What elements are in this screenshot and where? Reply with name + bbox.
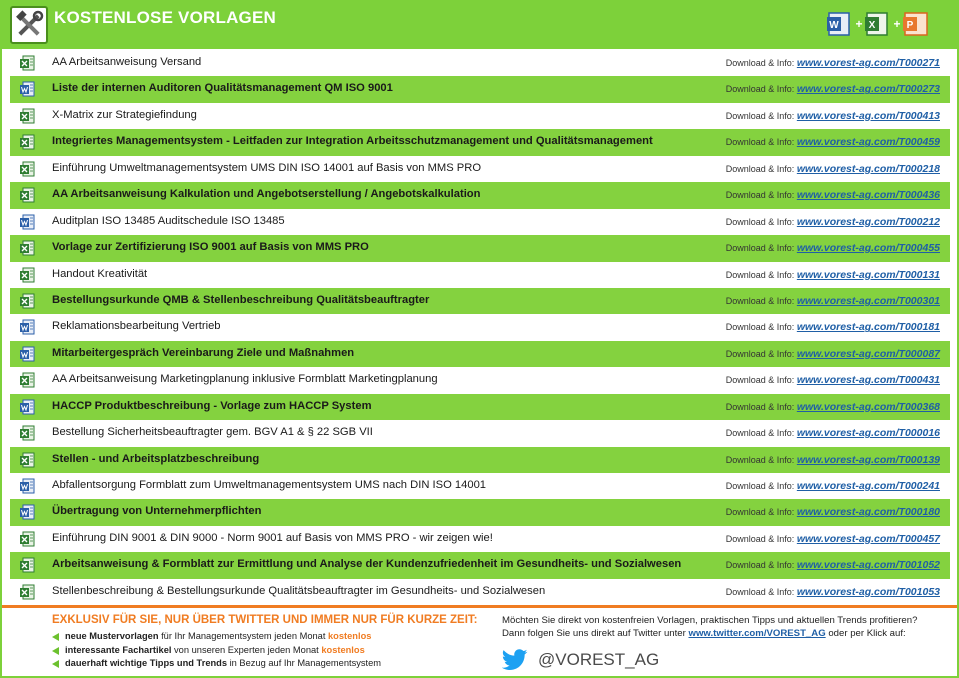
- download-link[interactable]: www.vorest-ag.com/T000218: [796, 162, 940, 175]
- template-title: Bestellung Sicherheitsbeauftragter gem. BGV A1 & § 22 SGB VII: [52, 426, 373, 439]
- download-label: Download & Info:: [725, 137, 795, 148]
- download-info: [726, 533, 940, 545]
- template-row: [10, 367, 950, 393]
- download-info: [726, 83, 940, 95]
- download-info: [726, 427, 940, 439]
- template-title: Abfallentsorgung Formblatt zum Umweltmanagementsystem UMS nach DIN ISO 14001: [52, 479, 487, 491]
- excel-icon: [19, 557, 35, 573]
- arrow-icon: [52, 660, 59, 668]
- template-list: [10, 50, 950, 605]
- template-title: X-Matrix zur Strategiefindung: [52, 108, 197, 121]
- download-info: [726, 295, 940, 307]
- download-label: Download & Info:: [725, 586, 795, 597]
- download-info: [726, 586, 940, 598]
- word-icon: [19, 81, 35, 97]
- arrow-icon: [52, 647, 59, 655]
- download-label: Download & Info:: [725, 481, 795, 491]
- download-label: Download & Info:: [725, 375, 795, 386]
- template-title: Mitarbeitergespräch Vereinbarung Ziele und Maßnahmen: [52, 346, 355, 359]
- promo-bullet: neue Mustervorlagen für Ihr Managementsystem jeden Monat kostenlos: [52, 631, 482, 645]
- download-link[interactable]: www.vorest-ag.com/T001052: [796, 559, 940, 572]
- download-link[interactable]: www.vorest-ag.com/T000180: [796, 506, 940, 519]
- download-link[interactable]: www.vorest-ag.com/T001053: [796, 585, 940, 598]
- download-label: Download & Info:: [725, 190, 795, 201]
- download-label: Download & Info:: [725, 560, 795, 571]
- download-info: [726, 321, 940, 333]
- excel-icon: [19, 425, 35, 441]
- template-row: [10, 129, 950, 155]
- download-info: [726, 189, 940, 201]
- download-link[interactable]: www.vorest-ag.com/T000087: [796, 347, 940, 360]
- download-info: [726, 110, 940, 122]
- template-title: Übertragung von Unternehmerpflichten: [52, 505, 262, 518]
- download-link[interactable]: www.vorest-ag.com/T000368: [796, 400, 940, 413]
- download-link[interactable]: www.vorest-ag.com/T000212: [796, 215, 940, 228]
- download-info: [726, 454, 940, 466]
- excel-icon: [19, 55, 35, 71]
- download-label: Download & Info:: [725, 533, 795, 544]
- template-row: [10, 341, 950, 367]
- twitter-link[interactable]: www.twitter.com/VOREST_AG: [688, 628, 826, 639]
- template-title: Stellenbeschreibung & Bestellungsurkunde Qualitätsbeauftragter im Gesundheits- und Sozialwesen: [52, 584, 546, 597]
- word-icon: [19, 504, 35, 520]
- twitter-bird-icon: [502, 649, 528, 671]
- template-title: Liste der internen Auditoren Qualitätsmanagement QM ISO 9001: [52, 82, 393, 95]
- download-link[interactable]: www.vorest-ag.com/T000436: [796, 189, 940, 202]
- template-title: Vorlage zur Zertifizierung ISO 9001 auf Basis von MMS PRO: [52, 241, 369, 254]
- download-link[interactable]: www.vorest-ag.com/T000181: [796, 321, 940, 334]
- promo-bullets: [52, 631, 482, 672]
- excel-icon: [19, 187, 35, 203]
- word-icon: [19, 214, 35, 230]
- download-link[interactable]: www.vorest-ag.com/T000131: [796, 268, 940, 281]
- promo-title: EXKLUSIV FÜR SIE, NUR ÜBER TWITTER UND IMMER NUR FÜR KURZE ZEIT:: [52, 614, 478, 626]
- excel-icon: [19, 531, 35, 547]
- download-link[interactable]: www.vorest-ag.com/T000139: [796, 453, 940, 466]
- word-icon: [19, 478, 35, 494]
- template-row: [10, 526, 950, 552]
- template-title: Handout Kreativität: [52, 267, 148, 280]
- template-title: Arbeitsanweisung & Formblatt zur Ermittlung und Analyse der Kundenzufriedenheit im Gesundheits- und Sozialwesen: [52, 558, 682, 571]
- download-label: Download & Info:: [725, 243, 795, 254]
- template-row: [10, 473, 950, 499]
- download-label: Download & Info:: [725, 216, 795, 227]
- download-info: [726, 480, 940, 492]
- tools-icon: [10, 6, 48, 44]
- download-link[interactable]: www.vorest-ag.com/T000431: [796, 374, 940, 387]
- excel-icon: [19, 452, 35, 468]
- excel-icon: [19, 372, 35, 388]
- download-info: [726, 216, 940, 228]
- template-row: [10, 103, 950, 129]
- download-label: Download & Info:: [725, 84, 795, 95]
- download-link[interactable]: www.vorest-ag.com/T000455: [796, 242, 940, 255]
- excel-icon: [19, 240, 35, 256]
- page-title: KOSTENLOSE VORLAGEN: [54, 8, 276, 27]
- download-info: [726, 269, 940, 281]
- app-icons: [827, 10, 929, 38]
- template-title: Reklamationsbearbeitung Vertrieb: [52, 320, 221, 333]
- download-info: [726, 57, 940, 69]
- template-title: AA Arbeitsanweisung Versand: [52, 56, 202, 68]
- template-title: Einführung Umweltmanagementsystem UMS DIN ISO 14001 auf Basis von MMS PRO: [52, 161, 482, 174]
- excel-app-icon: [865, 11, 891, 37]
- download-link[interactable]: www.vorest-ag.com/T000271: [796, 57, 940, 69]
- download-label: Download & Info:: [725, 401, 795, 412]
- template-row: [10, 420, 950, 446]
- excel-icon: [19, 161, 35, 177]
- template-row: [10, 76, 950, 102]
- svg-text:W: W: [829, 20, 839, 31]
- download-link[interactable]: www.vorest-ag.com/T000413: [796, 109, 940, 122]
- template-title: HACCP Produktbeschreibung - Vorlage zum HACCP System: [52, 399, 372, 412]
- template-title: Bestellungsurkunde QMB & Stellenbeschreibung Qualitätsbeauftragter: [52, 293, 430, 306]
- template-row: [10, 235, 950, 261]
- invitation-line-2: Dann folgen Sie uns direkt auf Twitter unter www.twitter.com/VOREST_AG oder per Klick auf:: [502, 628, 906, 639]
- excel-icon: [19, 134, 35, 150]
- download-info: [726, 559, 940, 571]
- template-row: [10, 50, 950, 76]
- download-info: [726, 401, 940, 413]
- template-row: [10, 394, 950, 420]
- download-label: Download & Info:: [725, 322, 795, 333]
- download-link[interactable]: www.vorest-ag.com/T000301: [796, 294, 940, 307]
- template-row: [10, 288, 950, 314]
- template-row: [10, 209, 950, 235]
- template-row: [10, 552, 950, 578]
- download-label: Download & Info:: [725, 348, 795, 359]
- plus-sign: +: [855, 17, 863, 31]
- excel-icon: [19, 108, 35, 124]
- plus-sign: +: [893, 17, 901, 31]
- template-title: Integriertes Managementsystem - Leitfaden zur Integration Arbeitsschutzmanagement und Qualitätsmanagement: [52, 135, 653, 148]
- twitter-button[interactable]: [502, 648, 659, 672]
- download-link[interactable]: www.vorest-ag.com/T000273: [796, 83, 940, 96]
- template-row: [10, 314, 950, 340]
- download-link[interactable]: www.vorest-ag.com/T000241: [796, 480, 940, 492]
- template-title: Einführung DIN 9001 & DIN 9000 - Norm 9001 auf Basis von MMS PRO - wir zeigen wie!: [52, 531, 493, 544]
- template-row: [10, 447, 950, 473]
- download-label: Download & Info:: [725, 295, 795, 306]
- download-label: Download & Info:: [725, 58, 795, 68]
- download-label: Download & Info:: [725, 454, 795, 465]
- twitter-handle[interactable]: @VOREST_AG: [538, 650, 660, 669]
- excel-icon: [19, 293, 35, 309]
- download-link[interactable]: www.vorest-ag.com/T000016: [796, 427, 940, 440]
- template-row: [10, 262, 950, 288]
- twitter-invitation: [502, 614, 942, 640]
- header-bar: [2, 2, 957, 49]
- download-label: Download & Info:: [725, 269, 795, 280]
- download-link[interactable]: www.vorest-ag.com/T000459: [796, 136, 940, 149]
- download-label: Download & Info:: [725, 163, 795, 174]
- powerpoint-app-icon: [903, 11, 929, 37]
- download-info: [726, 348, 940, 360]
- word-app-icon: [827, 11, 853, 37]
- download-info: [726, 163, 940, 175]
- excel-icon: [19, 584, 35, 600]
- template-row: [10, 499, 950, 525]
- word-icon: [19, 319, 35, 335]
- template-title: Auditplan ISO 13485 Auditschedule ISO 13485: [52, 214, 285, 227]
- template-title: Stellen - und Arbeitsplatzbeschreibung: [52, 452, 260, 465]
- template-title: AA Arbeitsanweisung Marketingplanung inklusive Formblatt Marketingplanung: [52, 373, 438, 386]
- word-icon: [19, 399, 35, 415]
- download-label: Download & Info:: [725, 110, 795, 121]
- svg-text:P: P: [906, 20, 914, 31]
- download-info: [726, 506, 940, 518]
- svg-text:X: X: [868, 20, 876, 31]
- template-row: [10, 182, 950, 208]
- promo-bullet: interessante Fachartikel von unseren Experten jeden Monat kostenlos: [52, 645, 482, 659]
- promo-bullet: dauerhaft wichtige Tipps und Trends in Bezug auf Ihr Managementsystem: [52, 658, 482, 672]
- arrow-icon: [52, 633, 59, 641]
- template-title: AA Arbeitsanweisung Kalkulation und Angebotserstellung / Angebotskalkulation: [52, 188, 481, 201]
- download-info: [726, 242, 940, 254]
- template-row: [10, 579, 950, 605]
- invitation-line-1: Möchten Sie direkt von kostenfreien Vorlagen, praktischen Tipps und aktuellen Trends profitieren?: [502, 615, 918, 626]
- footer-divider: [2, 605, 957, 608]
- template-row: [10, 156, 950, 182]
- download-label: Download & Info:: [725, 428, 795, 439]
- download-info: [726, 374, 940, 386]
- download-info: [726, 136, 940, 148]
- word-icon: [19, 346, 35, 362]
- download-label: Download & Info:: [725, 507, 795, 518]
- download-link[interactable]: www.vorest-ag.com/T000457: [796, 532, 940, 545]
- excel-icon: [19, 267, 35, 283]
